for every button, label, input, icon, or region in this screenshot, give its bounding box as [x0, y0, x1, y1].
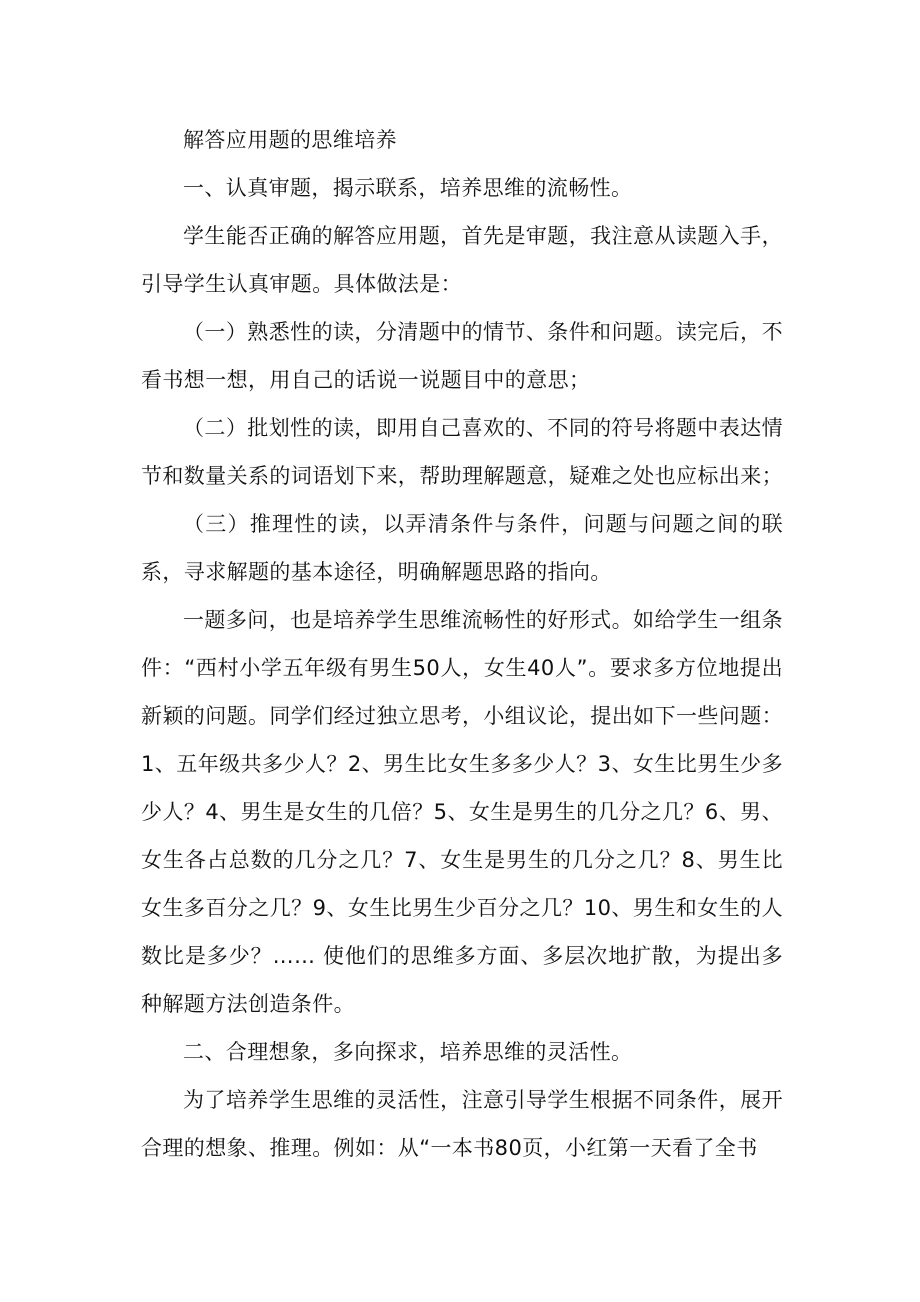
paragraph-step-2: （二）批划性的读，即用自己喜欢的、不同的符号将题中表达情节和数量关系的词语划下来，帮助理解题意，疑难之处也应标出来； [141, 416, 783, 488]
paragraph-step-1: （一）熟悉性的读，分清题中的情节、条件和问题。读完后，不看书想一想，用自己的话说一说题目中的意思； [141, 320, 783, 392]
paragraph-flexibility: 为了培养学生思维的灵活性，注意引导学生根据不同条件，展开合理的想象、推理。例如：从“一本书80页，小红第一天看了全书 [141, 1088, 783, 1160]
paragraph-intro: 学生能否正确的解答应用题，首先是审题，我注意从读题入手，引导学生认真审题。具体做法是： [141, 224, 783, 296]
document-body [141, 116, 783, 1172]
document-title: 解答应用题的思维培养 [183, 128, 397, 152]
paragraph-step-3: （三）推理性的读，以弄清条件与条件，问题与问题之间的联系，寻求解题的基本途径，明确解题思路的指向。 [141, 512, 783, 584]
section-heading-2: 二、合理想象，多向探求，培养思维的灵活性。 [183, 1040, 633, 1064]
paragraph-questions: 一题多问，也是培养学生思维流畅性的好形式。如给学生一组条件：“西村小学五年级有男生50人，女生40人”。要求多方位地提出新颖的问题。同学们经过独立思考，小组议论，提出如下一些问题：1、五年级共多少人？2、男生比女生多多少人？3、女生比男生少多少人？4、男生是女生的几倍？5、女生是男生的几分之几？6、男、女生各占总数的几分之几？7、女生是男生的几分之几？8、男生比女生多百分之几？9、女生比男生少百分之几？10、男生和女生的人数比是多少？…… 使他们的思维多方面、多层次地扩散，为提出多种解题方法创造条件。 [141, 608, 783, 1016]
section-heading-1: 一、认真审题，揭示联系，培养思维的流畅性。 [183, 176, 633, 200]
